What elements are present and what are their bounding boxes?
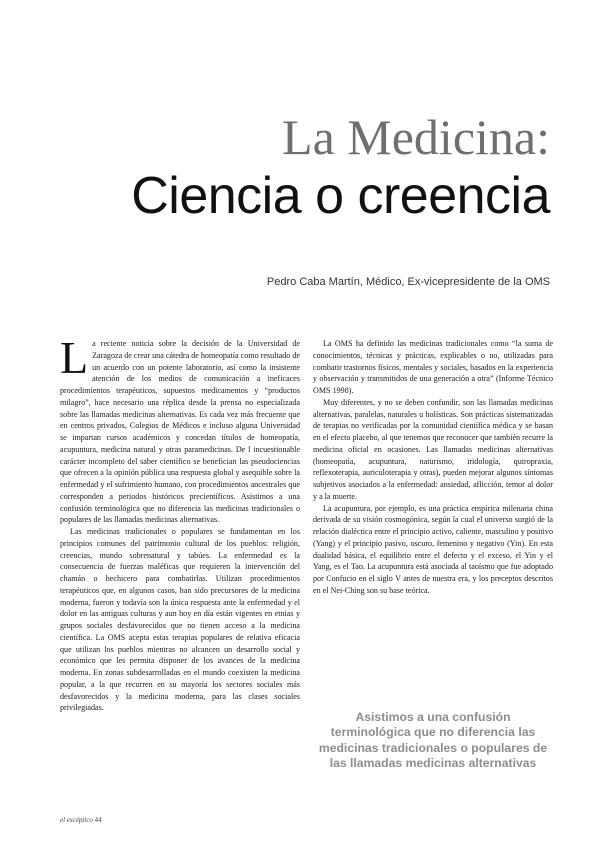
page-footer — [60, 816, 102, 824]
author-byline: Pedro Caba Martín, Médico, Ex-vicepresidente de la OMS — [266, 276, 550, 288]
page-number: 44 — [94, 816, 102, 824]
paragraph: La acupuntura, por ejemplo, es una práctica empírica milenaria china derivada de su visión cosmogónica, según la cual el universo surgió de la relación dialéctica entre el principio activo, caliente, masculino y positivo (Yang) y el principio pasivo, oscuro, femenino y negativo (Yin). En esta dualidad básica, el equilibrio entre el defecto y el exceso, el Yin y el Yang, es el Tao. La acupuntura está asociada al taoísmo que fue adoptado por Confucio en el siglo V antes de nuestra era, y los preceptos descritos en el Nei-Ching son su base teórica. — [313, 503, 553, 595]
paragraph — [60, 338, 300, 526]
publication-name: el escéptico — [60, 816, 93, 824]
left-column — [60, 338, 300, 800]
drop-cap: L — [60, 338, 89, 383]
paragraph-text: a reciente noticia sobre la decisión de la Universidad de Zaragoza de crear una cátedra de homeopatía como resultado de un acuerdo con un potente laboratorio, así como la insistente atención de los medios de comunicación a ineficaces procedimientos terapéuticos, supuestos medicamentos y “productos milagro”, hace necesario una réplica desde la prensa no especializada sobre las llamadas medicinas alternativas. Es cada vez más frecuente que en centros privados, Colegios de Médicos e incluso alguna Universidad se impartan cursos académicos y concedan títulos de homeopatía, acupuntura, medicina natural y otras paramedicinas. De l incuestionable carácter incompleto del saber científico se benefician las pseudociencias que ofrecen a la opinión pública una respuesta global y asequible sobre la enfermedad y el sufrimiento humano, con procedimientos ancestrales que corresponden a periodos históricos precientíficos. Asistimos a una confusión terminológica que no diferencia las medicinas tradicionales o populares de las llamadas medicinas alternativas. — [60, 339, 300, 525]
paragraph: Las medicinas tradicionales o populares se fundamentan en los principios comunes del patrimonio cultural de los pueblos: religión, creencias, mundo sobrenatural y tabúes. La enfermedad es la consecuencia de fuerzas maléficas que requieren la intervención del chamán o hechicero para combatirlas. Utilizan procedimientos terapéuticos que, en algunos casos, han sido precursores de la medicina moderna, fueron y todavía son la única respuesta ante la enfermedad y el dolor en las antiguas culturas y aun hoy en día están vigentes en etnias y grupos sociales desfavorecidos que no tienen acceso a la medicina científica. La OMS acepta estas terapias populares de relativa eficacia que utilizan los pueblos mientras no alcancen un desarrollo social y económico que les permita disponer de los avances de la medicina moderna. En zonas subdesarrolladas en el mundo coexisten la medicina popular, a la que recurren en su mayoría los sectores sociales más desfavorecidos y la medicina moderna, para las clases sociales privilegiadas. — [60, 527, 300, 713]
title-line-1: La Medicina: — [282, 109, 550, 165]
pull-quote: Asistimos a una confusión terminológica que no diferencia las medicinas tradicionales o populares de las llamadas medicinas alternativas — [318, 710, 548, 771]
title-line-2: Ciencia o creencia — [131, 167, 550, 225]
paragraph: Muy diferentes, y no se deben confundir, son las llamadas medicinas alternativas, paralelas, naturales u holísticas. Son prácticas sistematizadas de terapias no verificadas por la comunidad científica médica y se basan en el efecto placebo, al que tenemos que reconocer que también recurre la medicina oficial en ocasiones. Las llamadas medicinas alternativas (homeopatía, acupuntura, naturismo, iridología, quiropraxia, reflexoterapia, auriculoterapia y otras), pueden mejorar algunos síntomas subjetivos asociados a la enfermedad: ansiedad, aflicción, temor al dolor y a la muerte. — [313, 397, 553, 501]
paragraph: La OMS ha definido las medicinas tradicionales como “la suma de conocimientos, técnicas y prácticas, explicables o no, utilizadas para combatir trastornos físicos, mentales y sociales, basados en la experiencia y observación y transmitidos de una generación a otra” (Informe Técnico OMS 1998). — [313, 339, 553, 395]
right-column — [313, 338, 553, 656]
